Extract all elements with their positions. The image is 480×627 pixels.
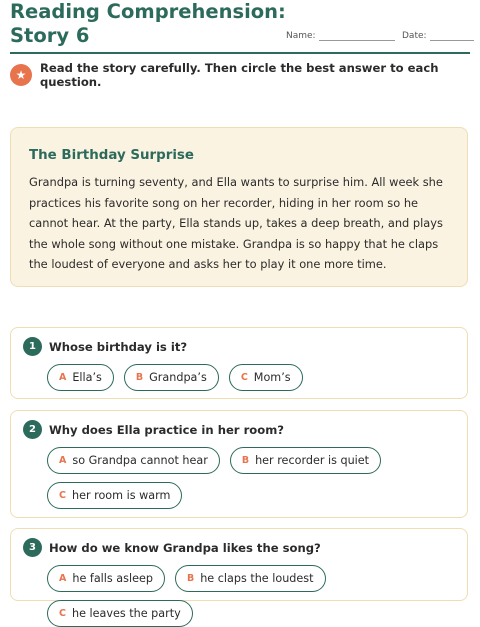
page-title-line-2: Story 6 — [10, 24, 90, 47]
option-letter: A — [59, 573, 67, 584]
option-text: so Grandpa cannot hear — [72, 454, 208, 467]
answer-option-1b[interactable] — [124, 364, 219, 391]
answer-option-2b[interactable] — [230, 447, 381, 474]
option-text: her recorder is quiet — [255, 454, 370, 467]
option-letter: B — [241, 455, 250, 466]
option-text: he claps the loudest — [200, 572, 314, 585]
date-line[interactable] — [430, 34, 474, 41]
answer-options — [47, 565, 459, 627]
option-letter: C — [59, 608, 66, 619]
answer-options — [47, 447, 459, 509]
question-text: Whose birthday is it? — [49, 339, 188, 354]
question-text: How do we know Grandpa likes the song? — [49, 540, 321, 555]
instructions-text: Read the story carefully. Then circle the best answer to each question. — [40, 61, 439, 89]
story-box — [10, 127, 468, 287]
option-text: he falls asleep — [72, 572, 153, 585]
question-header — [23, 420, 284, 439]
answer-option-3a[interactable] — [47, 565, 165, 592]
date-label: Date: — [402, 31, 427, 41]
question-card-2 — [10, 410, 468, 518]
star-icon: ★ — [10, 64, 32, 86]
option-letter: A — [59, 372, 67, 383]
page-title-line-1: Reading Comprehension: — [10, 0, 286, 23]
question-number-badge: 3 — [23, 538, 42, 557]
question-header — [23, 538, 321, 557]
question-card-1 — [10, 327, 468, 399]
option-letter: C — [240, 372, 248, 383]
answer-option-2c[interactable] — [47, 482, 182, 509]
answer-option-3b[interactable] — [175, 565, 326, 592]
option-text: Grandpa’s — [149, 371, 207, 384]
date-field[interactable] — [402, 31, 474, 41]
story-title: The Birthday Surprise — [29, 148, 194, 163]
option-letter: B — [135, 372, 144, 383]
name-line[interactable] — [319, 34, 395, 41]
option-text: Mom’s — [253, 371, 291, 384]
worksheet-header — [10, 0, 470, 54]
option-text: Ella’s — [72, 371, 102, 384]
option-text: he leaves the party — [71, 607, 181, 620]
option-letter: B — [186, 573, 195, 584]
name-field[interactable] — [286, 31, 395, 41]
answer-option-3c[interactable] — [47, 600, 193, 627]
question-number-badge: 2 — [23, 420, 42, 439]
answer-option-1c[interactable] — [229, 364, 303, 391]
question-card-3 — [10, 528, 468, 620]
option-text: her room is warm — [71, 489, 171, 502]
answer-option-2a[interactable] — [47, 447, 220, 474]
question-number-badge: 1 — [23, 337, 42, 356]
page-title — [10, 0, 286, 48]
option-letter: A — [59, 455, 67, 466]
name-label: Name: — [286, 31, 316, 41]
answer-options — [47, 364, 459, 391]
question-header — [23, 337, 187, 356]
question-text: Why does Ella practice in her room? — [49, 422, 285, 437]
answer-option-1a[interactable] — [47, 364, 114, 391]
option-letter: C — [59, 490, 66, 501]
story-text: Grandpa is turning seventy, and Ella wants to surprise him. All week she practices his favorite song on her recorder, hiding in her room so he cannot hear. At the party, Ella stands up, takes a deep breath, and plays the whole song without one mistake. Grandpa is so happy that he claps the loudest of everyone and asks her to play it one more time. — [29, 175, 443, 271]
instructions — [10, 61, 470, 89]
